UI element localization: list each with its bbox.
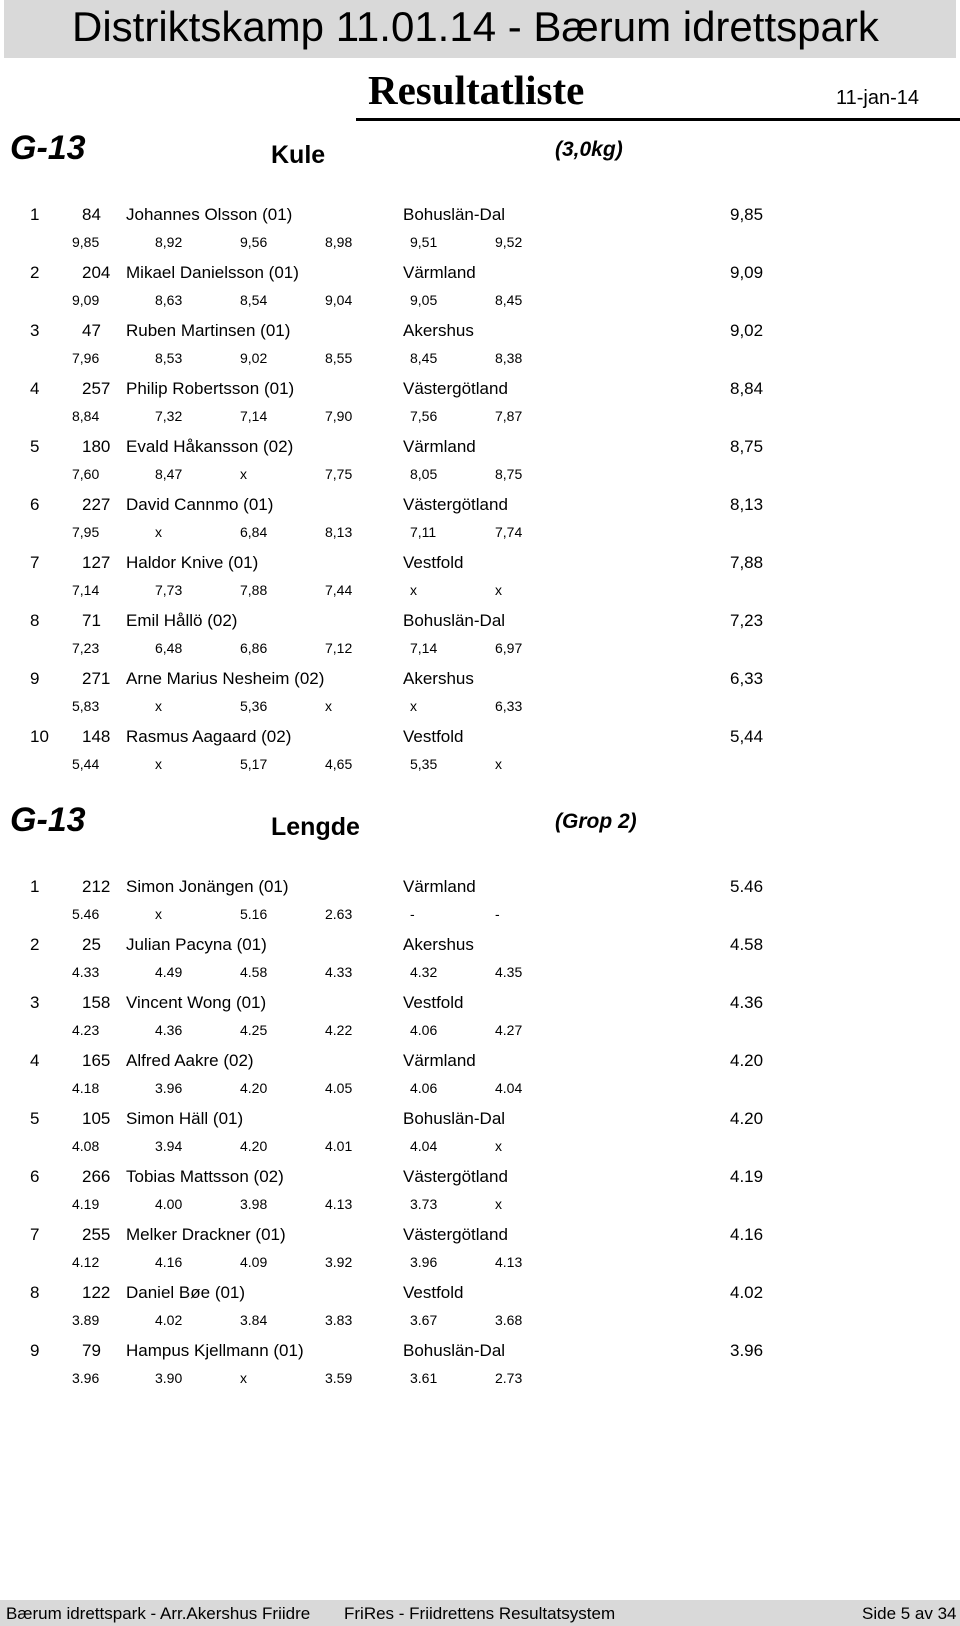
result-cell: 4.20 xyxy=(730,1109,764,1128)
attempt-cell: 4.18 xyxy=(72,1080,100,1096)
club-cell: Akershus xyxy=(403,935,474,954)
attempt-cell: 4.13 xyxy=(325,1196,353,1212)
attempt-cell: 4.23 xyxy=(72,1022,100,1038)
attempts-line xyxy=(0,348,960,368)
club-cell: Akershus xyxy=(403,321,474,340)
place-cell: 1 xyxy=(30,877,40,896)
attempt-cell: 8,05 xyxy=(410,466,438,482)
result-cell: 3.96 xyxy=(730,1341,764,1360)
athlete-name-cell: Julian Pacyna (01) xyxy=(126,935,267,954)
athlete-line xyxy=(0,1222,960,1248)
attempts-line xyxy=(0,232,960,252)
attempt-cell: 3.83 xyxy=(325,1312,353,1328)
result-row xyxy=(0,666,960,726)
result-cell: 9,02 xyxy=(730,321,764,340)
title-rule xyxy=(356,118,960,121)
attempt-cell: 8,55 xyxy=(325,350,353,366)
result-row xyxy=(0,434,960,494)
attempt-cell: 4.06 xyxy=(410,1080,438,1096)
attempt-cell: x xyxy=(240,466,247,482)
attempt-cell: 9,52 xyxy=(495,234,523,250)
attempt-cell: 4.02 xyxy=(155,1312,183,1328)
footer-venue: Bærum idrettspark - Arr.Akershus Friidre xyxy=(6,1604,311,1623)
event-spec: (3,0kg) xyxy=(555,138,623,161)
attempt-cell: 4.04 xyxy=(410,1138,438,1154)
attempt-cell: x xyxy=(155,906,162,922)
attempt-cell: 7,14 xyxy=(72,582,100,598)
attempts-line xyxy=(0,1136,960,1156)
attempt-cell: 4.36 xyxy=(155,1022,183,1038)
club-cell: Vestfold xyxy=(403,727,464,746)
result-row xyxy=(0,874,960,934)
attempts-line xyxy=(0,754,960,774)
attempt-cell: 4.33 xyxy=(325,964,353,980)
attempt-cell: 9,56 xyxy=(240,234,268,250)
bib-cell: 271 xyxy=(82,669,111,688)
attempt-cell: 8,47 xyxy=(155,466,183,482)
bib-cell: 180 xyxy=(82,437,111,456)
athlete-name-cell: Melker Drackner (01) xyxy=(126,1225,286,1244)
attempts-line xyxy=(0,1194,960,1214)
attempts-line xyxy=(0,696,960,716)
athlete-name-cell: Johannes Olsson (01) xyxy=(126,205,293,224)
attempt-cell: 4.00 xyxy=(155,1196,183,1212)
attempt-cell: 4.32 xyxy=(410,964,438,980)
athlete-name-cell: Evald Håkansson (02) xyxy=(126,437,294,456)
club-cell: Vestfold xyxy=(403,553,464,572)
attempt-cell: 6,48 xyxy=(155,640,183,656)
attempt-cell: 4.09 xyxy=(240,1254,268,1270)
attempt-cell: - xyxy=(495,906,500,922)
attempt-cell: 4.19 xyxy=(72,1196,100,1212)
event-name: Kule xyxy=(271,141,326,169)
place-cell: 4 xyxy=(30,1051,40,1070)
bib-cell: 204 xyxy=(82,263,111,282)
attempt-cell: 3.67 xyxy=(410,1312,438,1328)
athlete-name-cell: Arne Marius Nesheim (02) xyxy=(126,669,325,688)
athlete-name-cell: Vincent Wong (01) xyxy=(126,993,267,1012)
attempt-cell: 4.06 xyxy=(410,1022,438,1038)
attempt-cell: x xyxy=(410,582,417,598)
place-cell: 10 xyxy=(30,727,49,746)
result-cell: 7,88 xyxy=(730,553,764,572)
bib-cell: 257 xyxy=(82,379,111,398)
athlete-line xyxy=(0,318,960,344)
result-row xyxy=(0,1106,960,1166)
attempt-cell: 8,45 xyxy=(410,350,438,366)
attempt-cell: x xyxy=(155,524,162,540)
athlete-line xyxy=(0,1338,960,1364)
result-row xyxy=(0,1338,960,1398)
athlete-name-cell: Daniel Bøe (01) xyxy=(126,1283,246,1302)
attempt-cell: x xyxy=(240,1370,247,1386)
club-cell: Västergötland xyxy=(403,1225,508,1244)
place-cell: 6 xyxy=(30,495,40,514)
result-cell: 4.36 xyxy=(730,993,764,1012)
result-cell: 5.46 xyxy=(730,877,764,896)
attempt-cell: 5,35 xyxy=(410,756,438,772)
result-row xyxy=(0,990,960,1050)
club-cell: Bohuslän-Dal xyxy=(403,205,506,224)
attempts-line xyxy=(0,406,960,426)
bib-cell: 148 xyxy=(82,727,111,746)
bib-cell: 84 xyxy=(82,205,101,224)
place-cell: 5 xyxy=(30,437,40,456)
attempt-cell: x xyxy=(155,756,162,772)
athlete-line xyxy=(0,202,960,228)
attempt-cell: 4.49 xyxy=(155,964,183,980)
attempt-cell: x xyxy=(495,1138,502,1154)
attempt-cell: 7,96 xyxy=(72,350,100,366)
attempt-cell: 5,44 xyxy=(72,756,100,772)
attempts-line xyxy=(0,962,960,982)
result-cell: 9,09 xyxy=(730,263,764,282)
attempts-line xyxy=(0,290,960,310)
attempt-cell: 3.59 xyxy=(325,1370,353,1386)
attempt-cell: 7,14 xyxy=(410,640,438,656)
attempts-line xyxy=(0,1020,960,1040)
bib-cell: 25 xyxy=(82,935,101,954)
attempts-line xyxy=(0,464,960,484)
club-cell: Västergötland xyxy=(403,379,508,398)
attempt-cell: 9,05 xyxy=(410,292,438,308)
place-cell: 3 xyxy=(30,321,40,340)
athlete-name-cell: Mikael Danielsson (01) xyxy=(126,263,299,282)
attempt-cell: - xyxy=(410,906,415,922)
attempts-line xyxy=(0,580,960,600)
attempt-cell: 6,84 xyxy=(240,524,268,540)
bib-cell: 266 xyxy=(82,1167,111,1186)
athlete-line xyxy=(0,376,960,402)
athlete-line xyxy=(0,724,960,750)
result-row xyxy=(0,1222,960,1282)
club-cell: Västergötland xyxy=(403,495,508,514)
place-cell: 9 xyxy=(30,1341,40,1360)
attempts-line xyxy=(0,522,960,542)
athlete-line xyxy=(0,1106,960,1132)
attempt-cell: 5,36 xyxy=(240,698,268,714)
result-row xyxy=(0,260,960,320)
result-cell: 9,85 xyxy=(730,205,764,224)
attempts-line xyxy=(0,1252,960,1272)
attempt-cell: x xyxy=(325,698,332,714)
attempt-cell: 4.22 xyxy=(325,1022,353,1038)
attempt-cell: 9,04 xyxy=(325,292,353,308)
event-spec: (Grop 2) xyxy=(555,810,637,833)
result-row xyxy=(0,202,960,262)
attempt-cell: 3.98 xyxy=(240,1196,268,1212)
attempt-cell: 8,38 xyxy=(495,350,523,366)
club-cell: Bohuslän-Dal xyxy=(403,1341,506,1360)
athlete-name-cell: Ruben Martinsen (01) xyxy=(126,321,291,340)
athlete-line xyxy=(0,990,960,1016)
attempt-cell: 5.46 xyxy=(72,906,100,922)
attempt-cell: 8,92 xyxy=(155,234,183,250)
attempt-cell: x xyxy=(155,698,162,714)
place-cell: 3 xyxy=(30,993,40,1012)
attempt-cell: 3.61 xyxy=(410,1370,438,1386)
attempt-cell: 4.27 xyxy=(495,1022,523,1038)
attempt-cell: 7,56 xyxy=(410,408,438,424)
bib-cell: 212 xyxy=(82,877,111,896)
attempt-cell: 3.90 xyxy=(155,1370,183,1386)
attempt-cell: 4.08 xyxy=(72,1138,100,1154)
attempt-cell: 6,97 xyxy=(495,640,523,656)
bib-cell: 158 xyxy=(82,993,111,1012)
attempt-cell: 4.20 xyxy=(240,1080,268,1096)
result-cell: 4.02 xyxy=(730,1283,764,1302)
attempt-cell: 8,84 xyxy=(72,408,100,424)
result-row xyxy=(0,1048,960,1108)
attempts-line xyxy=(0,1368,960,1388)
attempts-line xyxy=(0,638,960,658)
attempt-cell: 6,86 xyxy=(240,640,268,656)
athlete-line xyxy=(0,666,960,692)
result-cell: 8,75 xyxy=(730,437,764,456)
place-cell: 9 xyxy=(30,669,40,688)
athlete-name-cell: Alfred Aakre (02) xyxy=(126,1051,254,1070)
attempt-cell: 3.92 xyxy=(325,1254,353,1270)
athlete-line xyxy=(0,260,960,286)
place-cell: 8 xyxy=(30,611,40,630)
athlete-name-cell: Haldor Knive (01) xyxy=(126,553,259,572)
club-cell: Bohuslän-Dal xyxy=(403,1109,506,1128)
athlete-line xyxy=(0,608,960,634)
attempt-cell: 4.12 xyxy=(72,1254,100,1270)
club-cell: Vestfold xyxy=(403,1283,464,1302)
place-cell: 7 xyxy=(30,553,40,572)
bib-cell: 255 xyxy=(82,1225,111,1244)
attempt-cell: 3.96 xyxy=(72,1370,100,1386)
attempt-cell: 7,73 xyxy=(155,582,183,598)
place-cell: 2 xyxy=(30,263,40,282)
attempt-cell: 8,45 xyxy=(495,292,523,308)
result-row xyxy=(0,608,960,668)
athlete-name-cell: Philip Robertsson (01) xyxy=(126,379,295,398)
athlete-name-cell: Tobias Mattsson (02) xyxy=(126,1167,284,1186)
attempt-cell: 9,85 xyxy=(72,234,100,250)
attempt-cell: 5,83 xyxy=(72,698,100,714)
athlete-line xyxy=(0,434,960,460)
place-cell: 7 xyxy=(30,1225,40,1244)
attempt-cell: 7,12 xyxy=(325,640,353,656)
place-cell: 1 xyxy=(30,205,40,224)
result-cell: 5,44 xyxy=(730,727,764,746)
attempt-cell: 7,88 xyxy=(240,582,268,598)
attempt-cell: 2.63 xyxy=(325,906,353,922)
attempt-cell: 8,98 xyxy=(325,234,353,250)
footer-system: FriRes - Friidrettens Resultatsystem xyxy=(344,1604,616,1623)
result-row xyxy=(0,550,960,610)
result-cell: 4.16 xyxy=(730,1225,764,1244)
bib-cell: 122 xyxy=(82,1283,111,1302)
result-cell: 4.58 xyxy=(730,935,764,954)
club-cell: Värmland xyxy=(403,877,476,896)
attempt-cell: 4.58 xyxy=(240,964,268,980)
athlete-name-cell: Simon Häll (01) xyxy=(126,1109,244,1128)
attempt-cell: 3.96 xyxy=(410,1254,438,1270)
attempts-line xyxy=(0,904,960,924)
result-row xyxy=(0,1280,960,1340)
attempt-cell: 4.05 xyxy=(325,1080,353,1096)
attempt-cell: 7,11 xyxy=(410,524,437,540)
attempt-cell: 4.35 xyxy=(495,964,523,980)
event-class: G-13 xyxy=(10,129,86,167)
attempt-cell: 4.01 xyxy=(325,1138,353,1154)
place-cell: 6 xyxy=(30,1167,40,1186)
place-cell: 5 xyxy=(30,1109,40,1128)
attempt-cell: 4.04 xyxy=(495,1080,523,1096)
result-cell: 7,23 xyxy=(730,611,764,630)
attempt-cell: 3.84 xyxy=(240,1312,268,1328)
athlete-line xyxy=(0,874,960,900)
result-cell: 4.19 xyxy=(730,1167,764,1186)
attempt-cell: 3.68 xyxy=(495,1312,523,1328)
attempt-cell: 4.13 xyxy=(495,1254,523,1270)
club-cell: Bohuslän-Dal xyxy=(403,611,506,630)
result-row xyxy=(0,724,960,784)
result-row xyxy=(0,492,960,552)
result-row xyxy=(0,376,960,436)
place-cell: 4 xyxy=(30,379,40,398)
document-date: 11-jan-14 xyxy=(836,87,920,109)
attempt-cell: x xyxy=(495,582,502,598)
footer-page-number: Side 5 av 34 xyxy=(862,1604,957,1623)
result-row xyxy=(0,1164,960,1224)
result-cell: 8,13 xyxy=(730,495,764,514)
club-cell: Värmland xyxy=(403,263,476,282)
club-cell: Akershus xyxy=(403,669,474,688)
attempt-cell: 9,02 xyxy=(240,350,268,366)
result-cell: 4.20 xyxy=(730,1051,764,1070)
attempt-cell: 3.89 xyxy=(72,1312,100,1328)
bib-cell: 165 xyxy=(82,1051,111,1070)
athlete-name-cell: Hampus Kjellmann (01) xyxy=(126,1341,304,1360)
result-cell: 8,84 xyxy=(730,379,764,398)
attempt-cell: 7,32 xyxy=(155,408,183,424)
attempt-cell: 4.20 xyxy=(240,1138,268,1154)
attempts-line xyxy=(0,1078,960,1098)
attempt-cell: 8,63 xyxy=(155,292,183,308)
club-cell: Västergötland xyxy=(403,1167,508,1186)
bib-cell: 79 xyxy=(82,1341,101,1360)
attempt-cell: x xyxy=(410,698,417,714)
attempts-line xyxy=(0,1310,960,1330)
attempt-cell: 7,44 xyxy=(325,582,353,598)
bib-cell: 227 xyxy=(82,495,111,514)
attempt-cell: 7,95 xyxy=(72,524,100,540)
athlete-line xyxy=(0,492,960,518)
club-cell: Värmland xyxy=(403,437,476,456)
attempt-cell: 8,75 xyxy=(495,466,523,482)
attempt-cell: 4,65 xyxy=(325,756,353,772)
athlete-name-cell: David Cannmo (01) xyxy=(126,495,274,514)
bib-cell: 105 xyxy=(82,1109,111,1128)
result-cell: 6,33 xyxy=(730,669,764,688)
attempt-cell: 6,33 xyxy=(495,698,523,714)
event-class: G-13 xyxy=(10,801,86,839)
attempt-cell: 7,87 xyxy=(495,408,523,424)
athlete-line xyxy=(0,1280,960,1306)
bib-cell: 127 xyxy=(82,553,111,572)
attempt-cell: 9,51 xyxy=(410,234,438,250)
attempt-cell: 3.96 xyxy=(155,1080,183,1096)
attempt-cell: 4.16 xyxy=(155,1254,183,1270)
club-cell: Vestfold xyxy=(403,993,464,1012)
attempt-cell: 2.73 xyxy=(495,1370,523,1386)
athlete-line xyxy=(0,1164,960,1190)
athlete-line xyxy=(0,550,960,576)
meet-title: Distriktskamp 11.01.14 - Bærum idrettspark xyxy=(72,3,879,50)
attempt-cell: x xyxy=(495,756,502,772)
attempt-cell: 4.25 xyxy=(240,1022,268,1038)
athlete-line xyxy=(0,932,960,958)
attempt-cell: 7,74 xyxy=(495,524,523,540)
attempt-cell: 7,14 xyxy=(240,408,268,424)
attempt-cell: 4.33 xyxy=(72,964,100,980)
attempt-cell: x xyxy=(495,1196,502,1212)
bib-cell: 47 xyxy=(82,321,101,340)
attempt-cell: 7,23 xyxy=(72,640,100,656)
attempt-cell: 8,13 xyxy=(325,524,353,540)
athlete-name-cell: Rasmus Aagaard (02) xyxy=(126,727,292,746)
document-title: Resultatliste xyxy=(368,67,585,113)
attempt-cell: 9,09 xyxy=(72,292,100,308)
attempt-cell: 3.73 xyxy=(410,1196,438,1212)
place-cell: 2 xyxy=(30,935,40,954)
attempt-cell: 7,90 xyxy=(325,408,353,424)
attempt-cell: 8,54 xyxy=(240,292,268,308)
result-row xyxy=(0,932,960,992)
bib-cell: 71 xyxy=(82,611,101,630)
place-cell: 8 xyxy=(30,1283,40,1302)
athlete-name-cell: Simon Jonängen (01) xyxy=(126,877,289,896)
attempt-cell: 7,60 xyxy=(72,466,100,482)
attempt-cell: 7,75 xyxy=(325,466,353,482)
attempt-cell: 8,53 xyxy=(155,350,183,366)
attempt-cell: 5.16 xyxy=(240,906,268,922)
attempt-cell: 3.94 xyxy=(155,1138,183,1154)
attempt-cell: 5,17 xyxy=(240,756,268,772)
result-row xyxy=(0,318,960,378)
athlete-name-cell: Emil Hållö (02) xyxy=(126,611,238,630)
event-name: Lengde xyxy=(271,813,360,841)
club-cell: Värmland xyxy=(403,1051,476,1070)
athlete-line xyxy=(0,1048,960,1074)
